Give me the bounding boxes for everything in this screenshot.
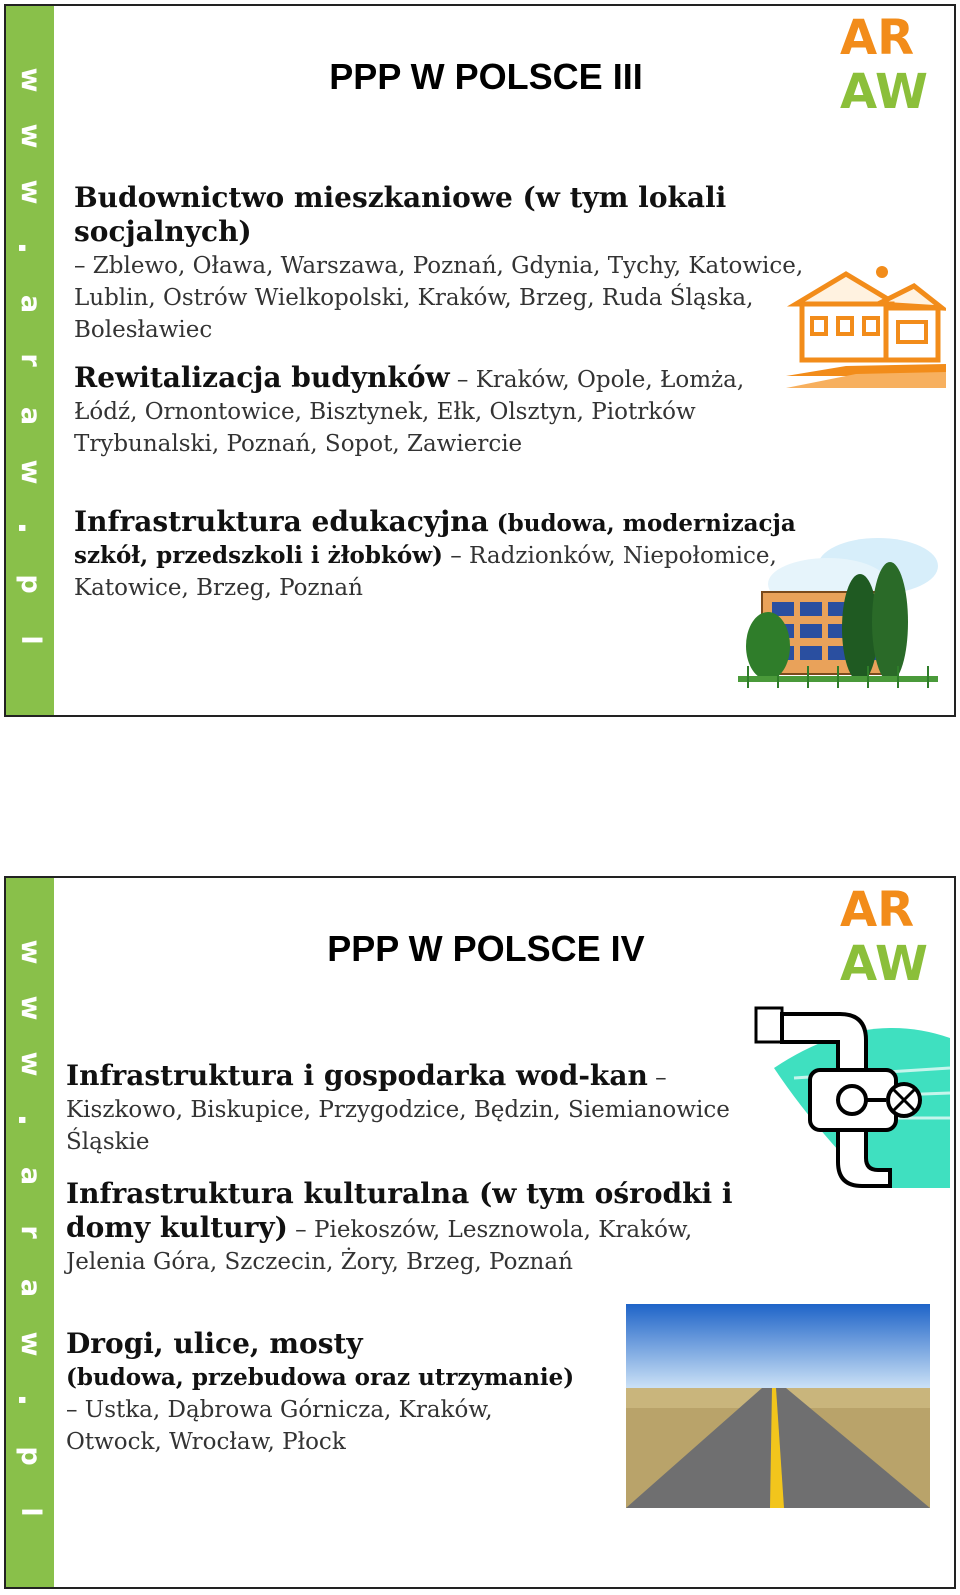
- section-water-sewage: [66, 1060, 766, 1158]
- watermark-sidebar: [6, 6, 54, 715]
- watermark-text: w w w . a r a w . p l: [10, 67, 50, 645]
- section-details: – Zblewo, Oława, Warszawa, Poznań, Gdynia, Tychy, Katowice, Lublin, Ostrów Wielkopolski, Kraków, Brzeg, Ruda Śląska, Bolesławiec: [74, 253, 804, 343]
- watermark-text: w w w . a r a w . p l: [10, 939, 50, 1517]
- section-housing: [74, 182, 874, 346]
- section-details: – Piekoszów, Lesznowola, Kraków, Jelenia Góra, Szczecin, Żory, Brzeg, Poznań: [66, 1217, 693, 1275]
- section-heading: Budownictwo mieszkaniowe (w tym lokali socjalnych): [74, 181, 727, 248]
- section-heading: Infrastruktura kulturalna (w tym ośrodki i domy kultury): [66, 1177, 733, 1244]
- section-subheading: (budowa, modernizacja szkół, przedszkoli i żłobków): [74, 510, 796, 569]
- svg-text:AR: AR: [840, 882, 915, 938]
- slide-ppp-iv: [4, 876, 956, 1589]
- section-heading: Rewitalizacja budynków: [74, 361, 450, 394]
- slide-title: PPP W POLSCE III: [329, 56, 643, 97]
- section-education: [74, 506, 814, 604]
- section-details: – Ustka, Dąbrowa Górnicza, Kraków, Otwock, Wrocław, Płock: [66, 1397, 493, 1455]
- section-details: – Radzionków, Niepołomice, Katowice, Brzeg, Poznań: [74, 543, 777, 601]
- section-heading: Infrastruktura i gospodarka wod-kan: [66, 1059, 648, 1092]
- svg-text:AR: AR: [840, 10, 915, 66]
- school-illustration: [738, 526, 938, 696]
- section-roads: [66, 1328, 586, 1458]
- slide-title: PPP W POLSCE IV: [327, 928, 645, 969]
- section-heading: Drogi, ulice, mosty: [66, 1327, 363, 1360]
- svg-text:AW: AW: [840, 936, 928, 986]
- araw-logo: [840, 882, 944, 986]
- section-revitalization: [74, 362, 794, 460]
- road-illustration: [626, 1304, 930, 1508]
- section-heading: Infrastruktura edukacyjna: [74, 505, 489, 538]
- pipe-valve-illustration: [754, 998, 950, 1188]
- watermark-sidebar: [6, 878, 54, 1587]
- section-culture: [66, 1178, 776, 1278]
- house-illustration: [786, 264, 946, 392]
- slide-ppp-iii: [4, 4, 956, 717]
- araw-logo: [840, 10, 944, 114]
- section-details: – Kraków, Opole, Łomża, Łódź, Ornontowice, Bisztynek, Ełk, Olsztyn, Piotrków Trybunalski, Poznań, Sopot, Zawiercie: [74, 367, 745, 457]
- section-details: – Kiszkowo, Biskupice, Przygodzice, Będzin, Siemianowice Śląskie: [66, 1065, 730, 1155]
- section-subheading: (budowa, przebudowa oraz utrzymanie): [66, 1364, 575, 1391]
- svg-text:AW: AW: [840, 64, 928, 114]
